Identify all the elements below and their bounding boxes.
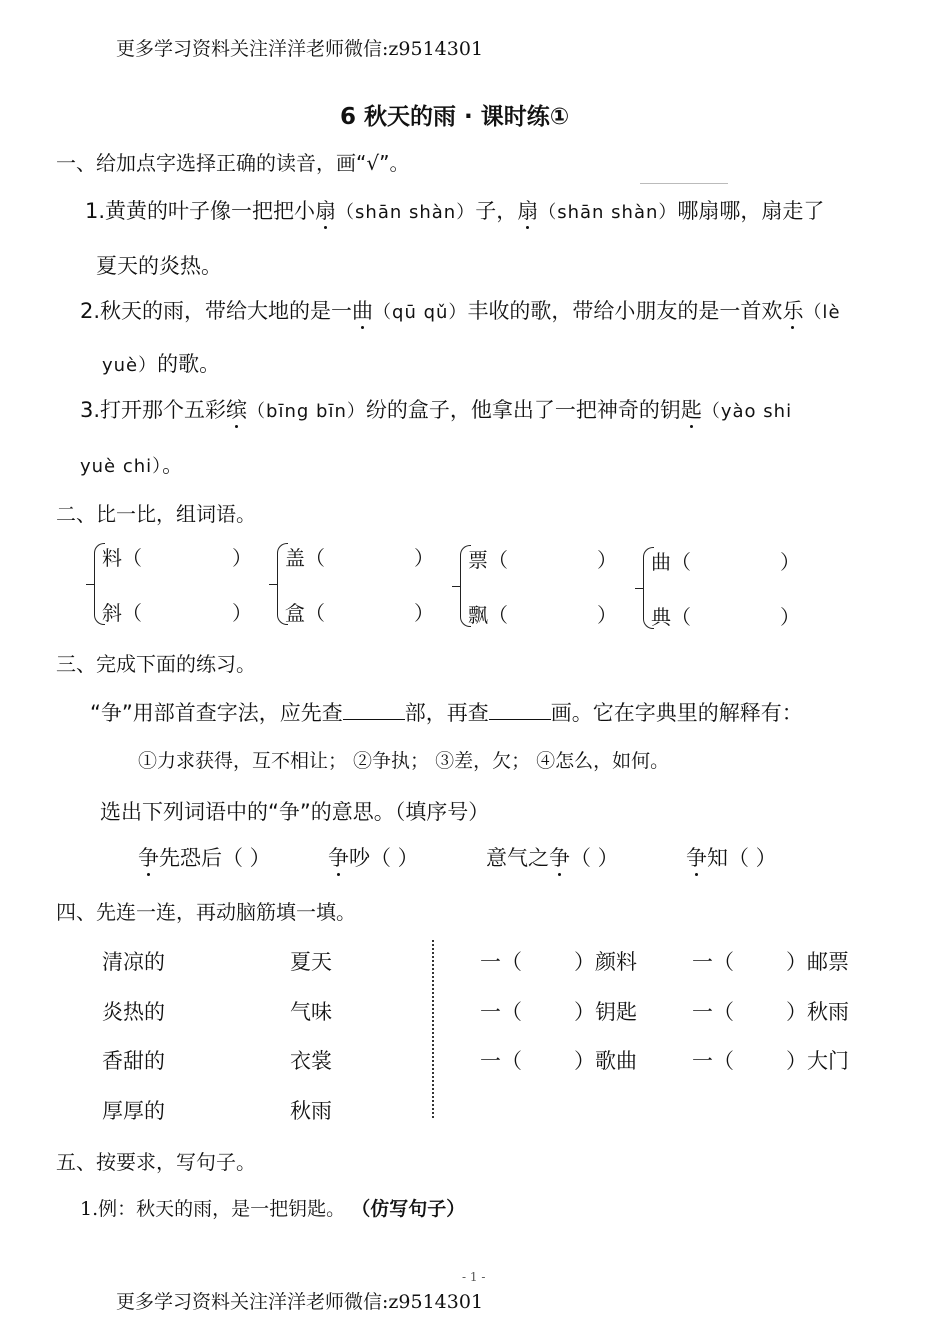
pair-top: 盖（ — [285, 546, 325, 570]
close-paren: ） — [232, 601, 252, 625]
answer-blank[interactable] — [489, 718, 551, 720]
right-word[interactable]: 气味 — [290, 1000, 332, 1024]
instruction: 选出下列词语中的“争”的意思。（填序号） — [100, 800, 490, 824]
fill-item: ）秋雨 — [786, 1000, 849, 1024]
word-item: 争先恐后（ ） — [138, 846, 271, 870]
close-paren: ） — [597, 603, 617, 627]
dotted-divider — [432, 940, 434, 1118]
fill-prefix: 一（ — [692, 1049, 734, 1073]
question-1-line2: 夏天的炎热。 — [96, 254, 222, 278]
left-word[interactable]: 香甜的 — [102, 1049, 165, 1073]
close-paren: ） — [780, 550, 800, 574]
close-paren: ） — [414, 546, 434, 570]
right-word[interactable]: 衣裳 — [290, 1049, 332, 1073]
close-paren: ） — [414, 601, 434, 625]
section2-heading: 二、比一比，组词语。 — [56, 502, 256, 526]
answer-blank[interactable] — [343, 718, 405, 720]
close-paren: ） — [597, 548, 617, 572]
fill-prefix: 一（ — [692, 1000, 734, 1024]
question-1: 1.黄黄的叶子像一把把小扇（shān shàn）子，扇（shān shàn）哪扇哪，扇走了 — [85, 199, 825, 223]
fill-item: ）颜料 — [574, 950, 637, 974]
section3-heading: 三、完成下面的练习。 — [56, 652, 256, 676]
question-3-line2: yuè chi）。 — [80, 453, 184, 477]
section5-heading: 五、按要求，写句子。 — [56, 1150, 256, 1174]
page-title: 6 秋天的雨 · 课时练① — [340, 104, 570, 130]
page-number: - 1 - — [462, 1270, 486, 1284]
close-paren: ） — [232, 546, 252, 570]
fill-prefix: 一（ — [480, 1049, 522, 1073]
left-word[interactable]: 清凉的 — [102, 950, 165, 974]
fill-prefix: 一（ — [480, 950, 522, 974]
pair-top: 曲（ — [651, 550, 691, 574]
pair-top: 料（ — [102, 546, 142, 570]
divider — [640, 183, 728, 184]
question-2: 2.秋天的雨，带给大地的是一曲（qū qǔ）丰收的歌，带给小朋友的是一首欢乐（lè — [80, 299, 841, 323]
watermark-bottom: 更多学习资料关注洋洋老师微信:z9514301 — [116, 1291, 484, 1313]
close-paren: ） — [780, 605, 800, 629]
word-item: 争知（ ） — [686, 846, 777, 870]
question-3: 3.打开那个五彩缤（bīng bīn）纷的盒子，他拿出了一把神奇的钥匙（yào shi — [80, 398, 793, 422]
fill-item: ）邮票 — [786, 950, 849, 974]
watermark-top: 更多学习资料关注洋洋老师微信:z9514301 — [116, 38, 484, 60]
pair-top: 票（ — [468, 548, 508, 572]
fill-item: ）歌曲 — [574, 1049, 637, 1073]
left-word[interactable]: 炎热的 — [102, 1000, 165, 1024]
right-word[interactable]: 秋雨 — [290, 1099, 332, 1123]
pair-bottom: 斜（ — [102, 601, 142, 625]
fill-prefix: 一（ — [480, 1000, 522, 1024]
word-item: 争吵（ ） — [328, 846, 419, 870]
section1-heading: 一、给加点字选择正确的读音，画“√”。 — [56, 151, 410, 175]
section4-heading: 四、先连一连，再动脑筋填一填。 — [56, 900, 356, 924]
pair-bottom: 飘（ — [468, 603, 508, 627]
fill-item: ）钥匙 — [574, 1000, 637, 1024]
fill-item: ）大门 — [786, 1049, 849, 1073]
meanings: ①力求获得，互不相让； ②争执； ③差，欠； ④怎么，如何。 — [138, 750, 670, 772]
left-word[interactable]: 厚厚的 — [102, 1099, 165, 1123]
pair-bottom: 典（ — [651, 605, 691, 629]
fill-prefix: 一（ — [692, 950, 734, 974]
radical-question: “争”用部首查字法，应先查 部，再查 画。它在字典里的解释有： — [90, 701, 803, 725]
pair-bottom: 盒（ — [285, 601, 325, 625]
question-2-line2: yuè）的歌。 — [102, 352, 221, 376]
example-sentence: 1.例：秋天的雨，是一把钥匙。 （仿写句子） — [80, 1198, 466, 1220]
right-word[interactable]: 夏天 — [290, 950, 332, 974]
word-item: 意气之争（ ） — [486, 846, 619, 870]
